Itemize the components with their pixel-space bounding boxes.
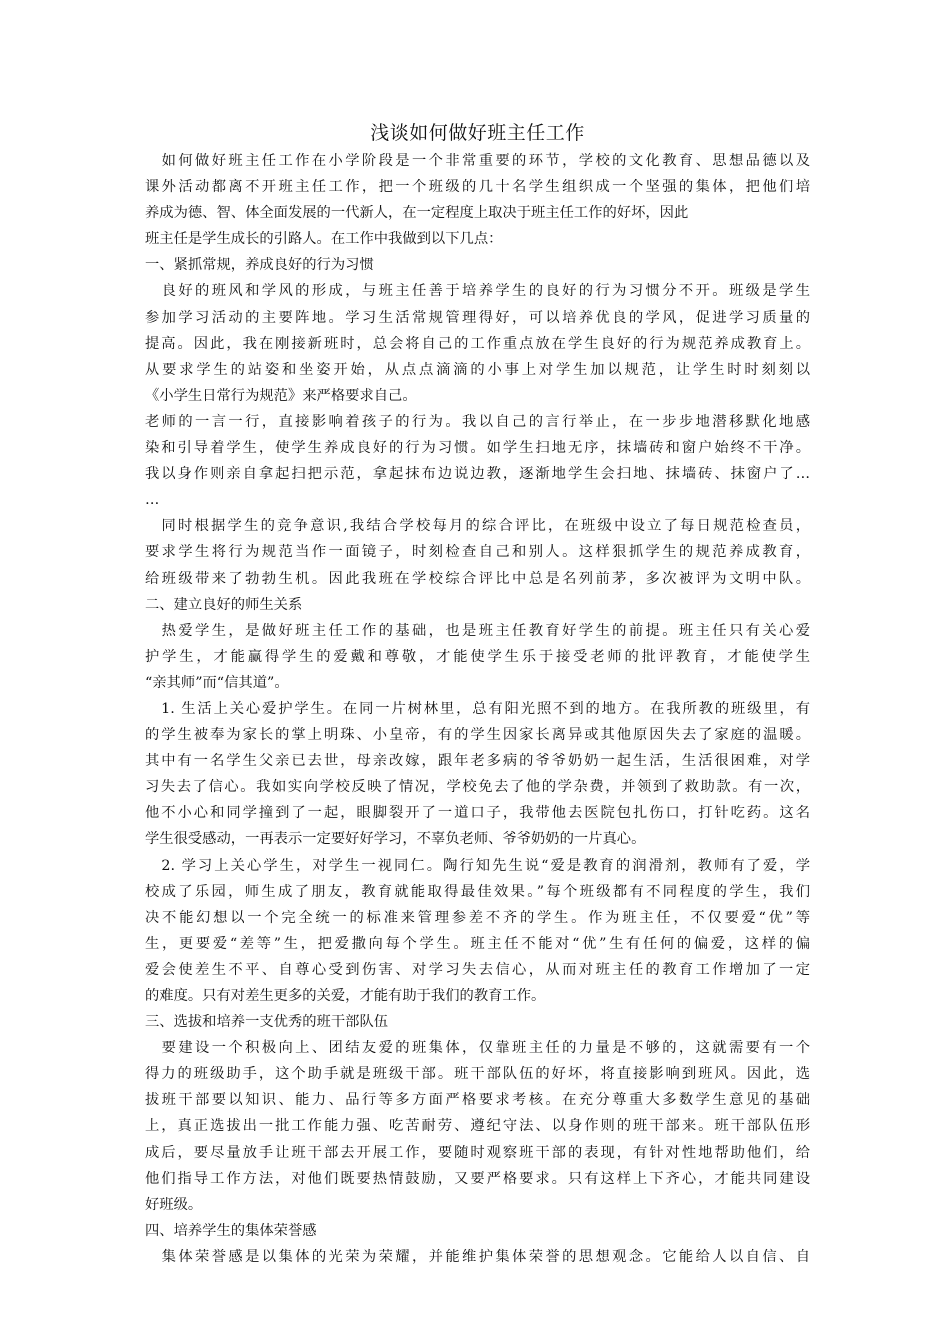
text-line: 2. 学习上关心学生，对学生一视同仁。陶行知先生说“爱是教育的润滑剂，教师有了爱，学 — [145, 857, 810, 874]
text-line: 染和引导着学生，使学生养成良好的行为习惯。如学生扫地无序，抹墙砖和窗户始终不干净。 — [145, 440, 810, 457]
text-line: 给班级带来了勃勃生机。因此我班在学校综合评比中总是名列前茅，多次被评为文明中队。 — [145, 570, 810, 587]
text-line: 他们指导工作方法，对他们既要热情鼓励，又要严格要求。只有这样上下齐心，才能共同建设 — [145, 1170, 810, 1187]
text-line: 班主任是学生成长的引路人。在工作中我做到以下几点： — [145, 231, 503, 248]
text-line: “亲其师”而“信其道”。 — [145, 674, 289, 691]
text-line: 决不能幻想以一个完全统一的标准来管理参差不齐的学生。作为班主任，不仅要爱“优”等 — [145, 909, 810, 926]
text-line: 从要求学生的站姿和坐姿开始，从点点滴滴的小事上对学生加以规范，让学生时时刻刻以 — [145, 361, 810, 378]
text-line: 成后，要尽量放手让班干部去开展工作，要随时观察班干部的表现，有针对性地帮助他们，给 — [145, 1144, 810, 1161]
text-line: 如何做好班主任工作在小学阶段是一个非常重要的环节，学校的文化教育、思想品德以及 — [145, 153, 810, 169]
text-line: 护学生，才能赢得学生的爱戴和尊敬，才能使学生乐于接受老师的批评教育，才能使学生 — [145, 648, 810, 665]
text-line: 热爱学生，是做好班主任工作的基础，也是班主任教育好学生的前提。班主任只有关心爱 — [145, 622, 810, 639]
text-line: 习失去了信心。我如实向学校反映了情况，学校免去了他的学杂费，并领到了救助款。有一次， — [145, 779, 810, 796]
text-line: 《小学生日常行为规范》来严格要求自己。 — [145, 387, 417, 404]
document-page — [145, 118, 810, 1270]
text-line: 要求学生将行为规范当作一面镜子，时刻检查自己和别人。这样狠抓学生的规范养成教育， — [145, 544, 810, 561]
text-line: 的学生被奉为家长的掌上明珠、小皇帝，有的学生因家长离异或其他原因失去了家庭的温暖。 — [145, 727, 810, 744]
text-line: 得力的班级助手，这个助手就是班级干部。班干部队伍的好坏，将直接影响到班风。因此，选 — [145, 1066, 810, 1083]
text-line: 课外活动都离不开班主任工作，把一个班级的几十名学生组织成一个坚强的集体，把他们培 — [145, 179, 810, 196]
text-line: 他不小心和同学撞到了一起，眼脚裂开了一道口子，我带他去医院包扎伤口，打针吃药。这名 — [145, 805, 810, 822]
text-line: 上，真正选拔出一批工作能力强、吃苦耐劳、遵纪守法、以身作则的班干部来。班干部队伍形 — [145, 1118, 810, 1135]
text-line: 好班级。 — [145, 1196, 203, 1213]
text-line: 二、建立良好的师生关系 — [145, 596, 303, 613]
text-line: 校成了乐园，师生成了朋友，教育就能取得最佳效果。”每个班级都有不同程度的学生，我们 — [145, 883, 810, 900]
text-line: 老师的一言一行，直接影响着孩子的行为。我以自己的言行举止，在一步步地潜移默化地感 — [145, 413, 810, 430]
document-title: 浅谈如何做好班主任工作 — [370, 122, 585, 144]
text-line: 提高。因此，我在刚接新班时，总会将自己的工作重点放在学生良好的行为规范养成教育上。 — [145, 335, 810, 352]
document-body — [145, 148, 810, 1270]
text-line: 良好的班风和学风的形成，与班主任善于培养学生的良好的行为习惯分不开。班级是学生 — [145, 283, 810, 300]
text-line: 其中有一名学生父亲已去世，母亲改嫁，跟年老多病的爷爷奶奶一起生活，生活很困难，对学 — [145, 753, 810, 770]
text-line: 三、选拔和培养一支优秀的班干部队伍 — [145, 1014, 389, 1031]
text-line: 学生很受感动，一再表示一定要好好学习，不辜负老师、爷爷奶奶的一片真心。 — [145, 831, 646, 848]
text-line: 集体荣誉感是以集体的光荣为荣耀，并能维护集体荣誉的思想观念。它能给人以自信、自 — [145, 1248, 810, 1265]
text-line: 参加学习活动的主要阵地。学习生活常规管理得好，可以培养优良的学风，促进学习质量的 — [145, 309, 810, 326]
text-line: 同时根据学生的竞争意识,我结合学校每月的综合评比，在班级中设立了每日规范检查员， — [145, 518, 810, 535]
text-line: 养成为德、智、体全面发展的一代新人，在一定程度上取决于班主任工作的好坏，因此 — [145, 205, 689, 222]
text-line: 爱会使差生不平、自尊心受到伤害、对学习失去信心，从而对班主任的教育工作增加了一定 — [145, 961, 810, 978]
text-line: 我以身作则亲自拿起扫把示范，拿起抹布边说边教，逐渐地学生会扫地、抹墙砖、抹窗户了… — [145, 466, 810, 483]
text-line: 1. 生活上关心爱护学生。在同一片树林里，总有阳光照不到的地方。在我所教的班级里，有 — [145, 700, 810, 717]
text-line: 一、紧抓常规，养成良好的行为习惯 — [145, 257, 374, 274]
text-line: 要建设一个积极向上、团结友爱的班集体，仅靠班主任的力量是不够的，这就需要有一个 — [145, 1040, 810, 1057]
text-line: 拔班干部要以知识、能力、品行等多方面严格要求考核。在充分尊重大多数学生意见的基础 — [145, 1092, 810, 1109]
text-line: 的难度。只有对差生更多的关爱，才能有助于我们的教育工作。 — [145, 988, 546, 1004]
text-line: 生，更要爱“差等”生，把爱撒向每个学生。班主任不能对“优”生有任何的偏爱，这样的偏 — [145, 935, 810, 952]
text-line: … — [145, 492, 160, 509]
text-line: 四、培养学生的集体荣誉感 — [145, 1222, 317, 1239]
